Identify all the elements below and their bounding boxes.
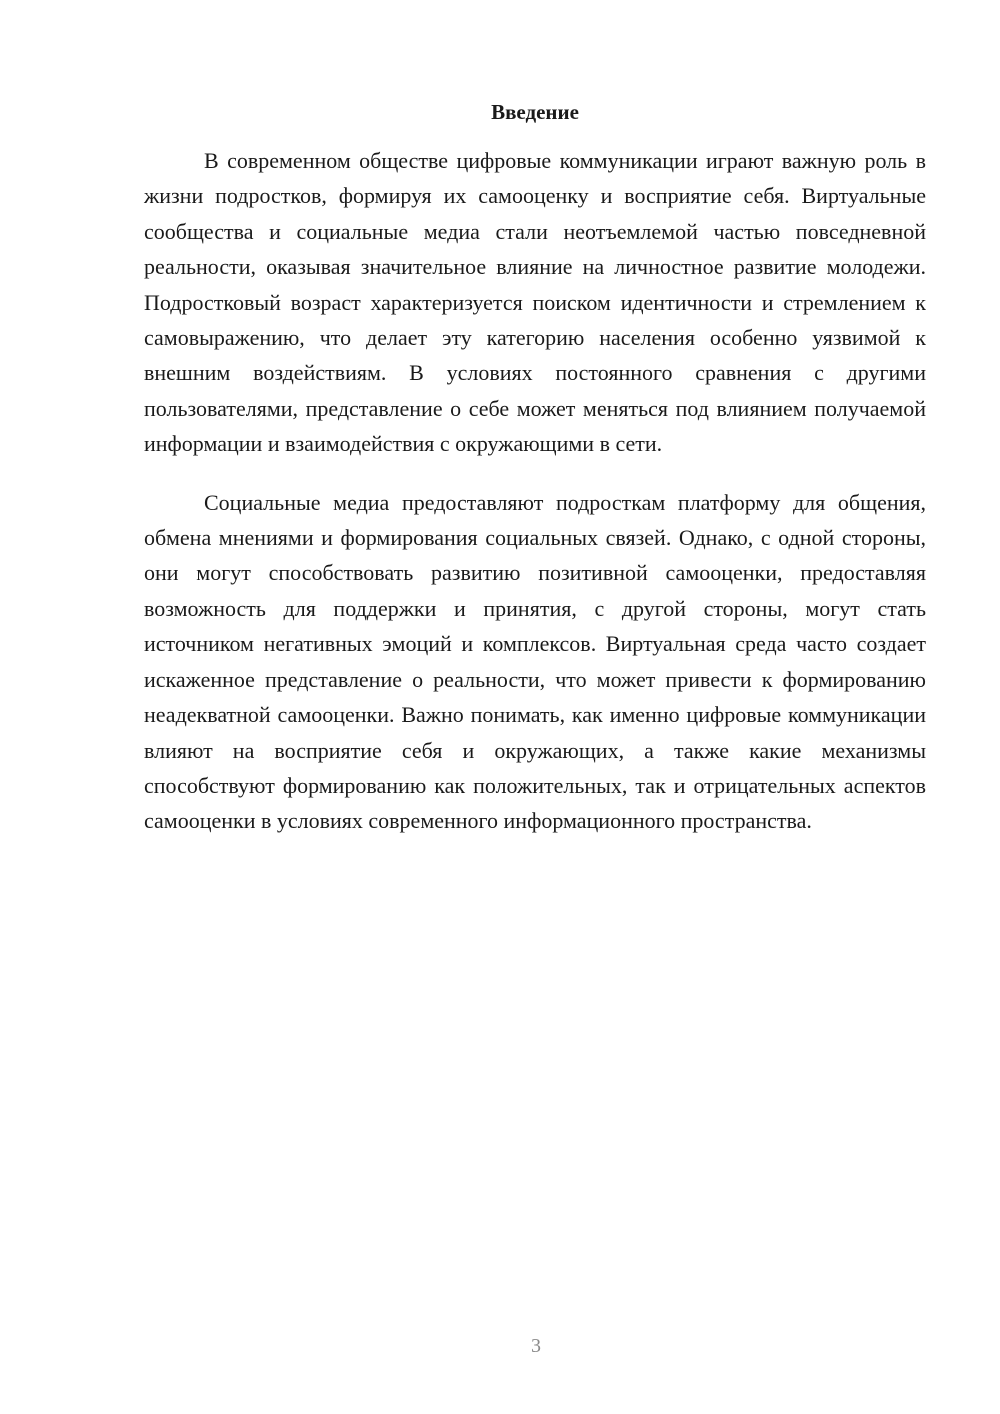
paragraph-2: Социальные медиа предоставляют подросткам платформу для общения, обмена мнениями и формирования социальных связей. Однако, с одной стороны, они могут способствовать развитию позитивной самооценки, предоставляя возможность для поддержки и принятия, с другой стороны, могут стать источником негативных эмоций и комплексов. Виртуальная среда часто создает искаженное представление о реальности, что может привести к формированию неадекватной самооценки. Важно понимать, как именно цифровые коммуникации влияют на восприятие себя и окружающих, а также какие механизмы способствуют формированию как положительных, так и отрицательных аспектов самооценки в условиях современного информационного пространства. (144, 489, 926, 834)
body-text (144, 143, 926, 839)
section-heading: Введение (491, 100, 579, 124)
paragraph-1: В современном обществе цифровые коммуникации играют важную роль в жизни подростков, формируя их самооценку и восприятие себя. Виртуальные сообщества и социальные медиа стали неотъемлемой частью повседневной реальности, оказывая значительное влияние на личностное развитие молодежи. Подростковый возраст характеризуется поиском идентичности и стремлением к самовыражению, что делает эту категорию населения особенно уязвимой к внешним воздействиям. В условиях постоянного сравнения с другими пользователями, представление о себе может меняться под влиянием получаемой информации и взаимодействия с окружающими в сети. (144, 148, 926, 457)
page-number: 3 (531, 1335, 541, 1357)
